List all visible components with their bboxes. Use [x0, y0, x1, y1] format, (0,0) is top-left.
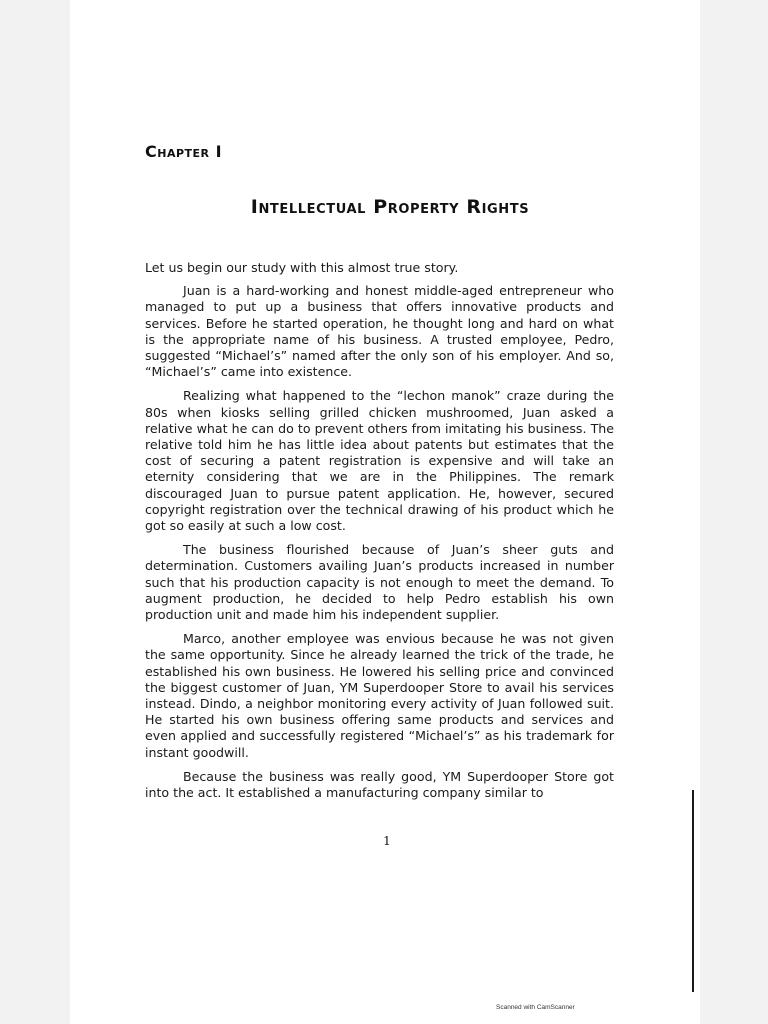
paragraph: Realizing what happened to the “lechon manok” craze during the 80s when kiosks selling grilled chicken mushroomed, Juan asked a relative what he can do to prevent others from imitating his business. The relative told him he has little idea about patents but estimates that the cost of securing a patent registration is expensive and will take an eternity considering that we are in the Philippines. The remark discouraged Juan to pursue patent application. He, however, secured copyright registration over the technical drawing of his product which he got so easily at such a low cost. — [145, 388, 614, 534]
chapter-title: Intellectual Property Rights — [250, 196, 530, 218]
scan-credit: Scanned with CamScanner — [496, 1004, 575, 1011]
page-number: 1 — [383, 834, 391, 848]
chapter-heading: Chapter I — [145, 142, 223, 161]
paragraph: Juan is a hard-working and honest middle-aged entrepreneur who managed to put up a business that offers innovative products and services. Before he started operation, he thought long and hard on what is the appropriate name of his business. A trusted employee, Pedro, suggested “Michael’s” named after the only son of his employer. And so, “Michael’s” came into existence. — [145, 283, 614, 380]
paragraph-intro: Let us begin our study with this almost true story. — [145, 260, 459, 275]
paragraph: Marco, another employee was envious because he was not given the same opportunity. Since he already learned the trick of the trade, he established his own business. He lowered his selling price and convinced the biggest customer of Juan, YM Superdooper Store to avail his services instead. Dindo, a neighbor monitoring every activity of Juan followed suit. He started his own business offering same products and services and even applied and successfully registered “Michael’s” as his trademark for instant goodwill. — [145, 631, 614, 760]
paragraph: Because the business was really good, YM Superdooper Store got into the act. It established a manufacturing company similar to — [145, 768, 614, 801]
paragraph: The business flourished because of Juan’s sheer guts and determination. Customers availing Juan’s products increased in number such that his production capacity is not enough to meet the demand. To augment production, he decided to help Pedro establish his own production unit and made him his independent supplier. — [145, 542, 614, 623]
body-text — [145, 260, 614, 809]
scan-edge-line — [692, 790, 694, 992]
